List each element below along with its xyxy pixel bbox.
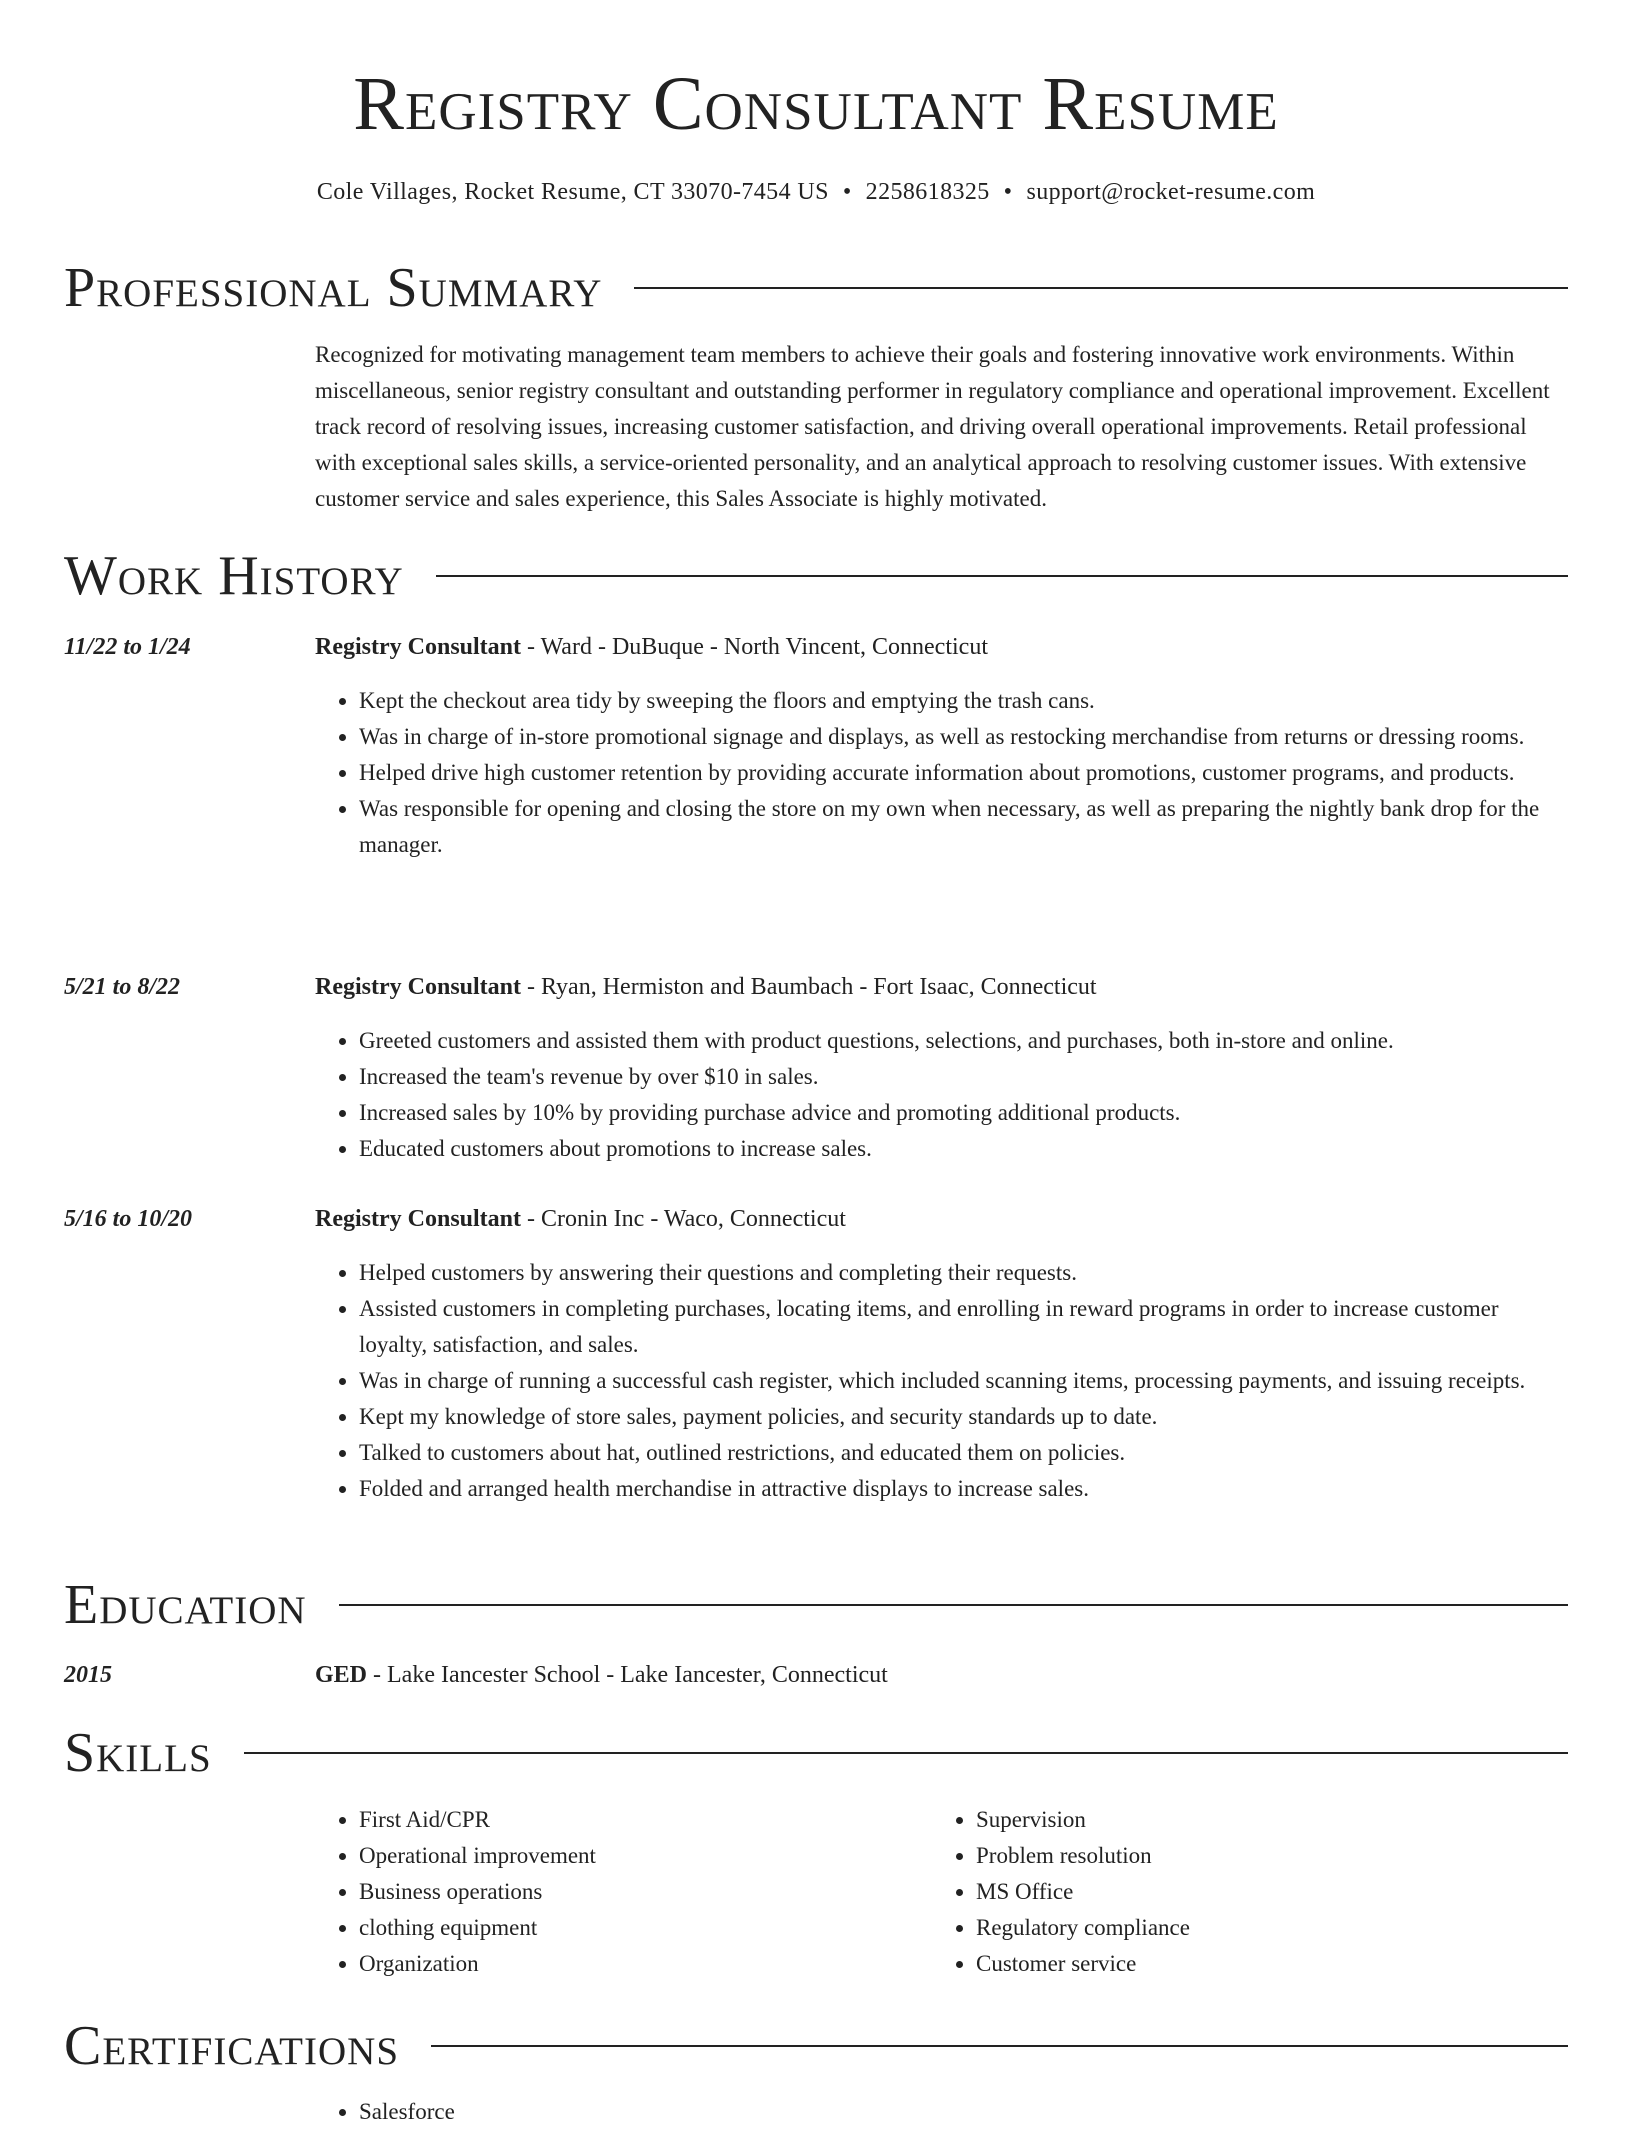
list-item: • Folded and arranged health merchandise in attractive displays to increase sales. xyxy=(359,1471,1568,1507)
job-title: Registry Consultant xyxy=(315,634,522,660)
job-details: - Cronin Inc - Waco, Connecticut xyxy=(521,1206,846,1232)
skills-list-left xyxy=(315,1802,929,1982)
list-item: • Greeted customers and assisted them with product questions, selections, and purchases, both in-store and online. xyxy=(359,1023,1568,1059)
section-title: Professional Summary xyxy=(64,257,603,319)
list-item: • Increased the team's revenue by over $10 in sales. xyxy=(359,1059,1568,1095)
job-dates: 5/21 to 8/22 xyxy=(64,974,181,1000)
certifications-list xyxy=(315,2094,1568,2130)
job-bullets xyxy=(315,1023,1568,1167)
section-title: Certifications xyxy=(64,2015,400,2077)
skill-item: • clothing equipment xyxy=(359,1910,929,1946)
list-item: • Helped drive high customer retention by providing accurate information about promotions, customer programs, and products. xyxy=(359,755,1568,791)
skills-list-right xyxy=(932,1802,1546,1982)
list-item: • Increased sales by 10% by providing purchase advice and promoting additional products. xyxy=(359,1095,1568,1131)
certification-item: • Salesforce xyxy=(359,2094,1568,2130)
skill-item: • Regulatory compliance xyxy=(976,1910,1546,1946)
job-details: - Ward - DuBuque - North Vincent, Connecticut xyxy=(521,634,988,660)
skill-item: • Supervision xyxy=(976,1802,1546,1838)
contact-line xyxy=(0,174,1632,210)
job-title: Registry Consultant xyxy=(315,974,522,1000)
school-details: - Lake Iancester School - Lake Iancester, Connecticut xyxy=(367,1662,888,1688)
section-divider xyxy=(244,1752,1568,1754)
job-dates: 5/16 to 10/20 xyxy=(64,1206,193,1232)
job-heading xyxy=(315,969,1568,1005)
skill-item: • MS Office xyxy=(976,1874,1546,1910)
section-title: Skills xyxy=(64,1722,212,1784)
address: Cole Villages, Rocket Resume, CT 33070-7454 US xyxy=(316,179,829,205)
section-header-summary xyxy=(64,258,1568,318)
summary-text: Recognized for motivating management team members to achieve their goals and fostering innovative work environments. Within miscellaneous, senior registry consultant and outstanding performer in regulatory compliance and operational improvement. Excellent track record of resolving issues, increasing customer satisfaction, and driving overall operational improvements. Retail professional with exceptional sales skills, a service-oriented personality, and an analytical approach to resolving customer issues. With extensive customer service and sales experience, this Sales Associate is highly motivated. xyxy=(315,342,1550,511)
phone: 2258618325 xyxy=(865,179,990,205)
education-year: 2015 xyxy=(64,1662,112,1688)
section-title: Work History xyxy=(64,545,404,607)
list-item: • Talked to customers about hat, outlined restrictions, and educated them on policies. xyxy=(359,1435,1568,1471)
section-divider xyxy=(339,1604,1568,1606)
skill-item: • Operational improvement xyxy=(359,1838,929,1874)
skill-item: • First Aid/CPR xyxy=(359,1802,929,1838)
job-title: Registry Consultant xyxy=(315,1206,522,1232)
job-details: - Ryan, Hermiston and Baumbach - Fort Isaac, Connecticut xyxy=(521,974,1097,1000)
list-item: • Was responsible for opening and closing the store on my own when necessary, as well as preparing the nightly bank drop for the manager. xyxy=(359,791,1568,863)
list-item: • Helped customers by answering their questions and completing their requests. xyxy=(359,1255,1568,1291)
list-item: • Educated customers about promotions to increase sales. xyxy=(359,1131,1568,1167)
job-dates: 11/22 to 1/24 xyxy=(64,634,191,660)
job-bullets xyxy=(315,1255,1568,1507)
resume-title: Registry Consultant Resume xyxy=(353,62,1279,146)
separator: • xyxy=(1003,179,1013,205)
section-title: Education xyxy=(64,1574,307,1636)
section-divider xyxy=(634,287,1568,289)
list-item: • Kept the checkout area tidy by sweeping the floors and emptying the trash cans. xyxy=(359,683,1568,719)
section-divider xyxy=(431,2045,1568,2047)
education-heading xyxy=(315,1657,1568,1693)
job-heading xyxy=(315,629,1568,665)
skill-item: • Customer service xyxy=(976,1946,1546,1982)
section-divider xyxy=(436,575,1568,577)
section-header-skills xyxy=(64,1723,1568,1783)
job-heading xyxy=(315,1201,1568,1237)
section-header-work-history xyxy=(64,546,1568,606)
skill-item: • Problem resolution xyxy=(976,1838,1546,1874)
list-item: • Was in charge of in-store promotional signage and displays, as well as restocking merchandise from returns or dressing rooms. xyxy=(359,719,1568,755)
degree: GED xyxy=(315,1662,368,1688)
section-header-certifications xyxy=(64,2016,1568,2076)
list-item: • Kept my knowledge of store sales, payment policies, and security standards up to date. xyxy=(359,1399,1568,1435)
job-bullets xyxy=(315,683,1568,863)
email: support@rocket-resume.com xyxy=(1026,179,1316,205)
list-item: • Assisted customers in completing purchases, locating items, and enrolling in reward programs in order to increase customer loyalty, satisfaction, and sales. xyxy=(359,1291,1568,1363)
skill-item: • Business operations xyxy=(359,1874,929,1910)
list-item: • Was in charge of running a successful cash register, which included scanning items, processing payments, and issuing receipts. xyxy=(359,1363,1568,1399)
skill-item: • Organization xyxy=(359,1946,929,1982)
separator: • xyxy=(842,179,852,205)
section-header-education xyxy=(64,1575,1568,1635)
